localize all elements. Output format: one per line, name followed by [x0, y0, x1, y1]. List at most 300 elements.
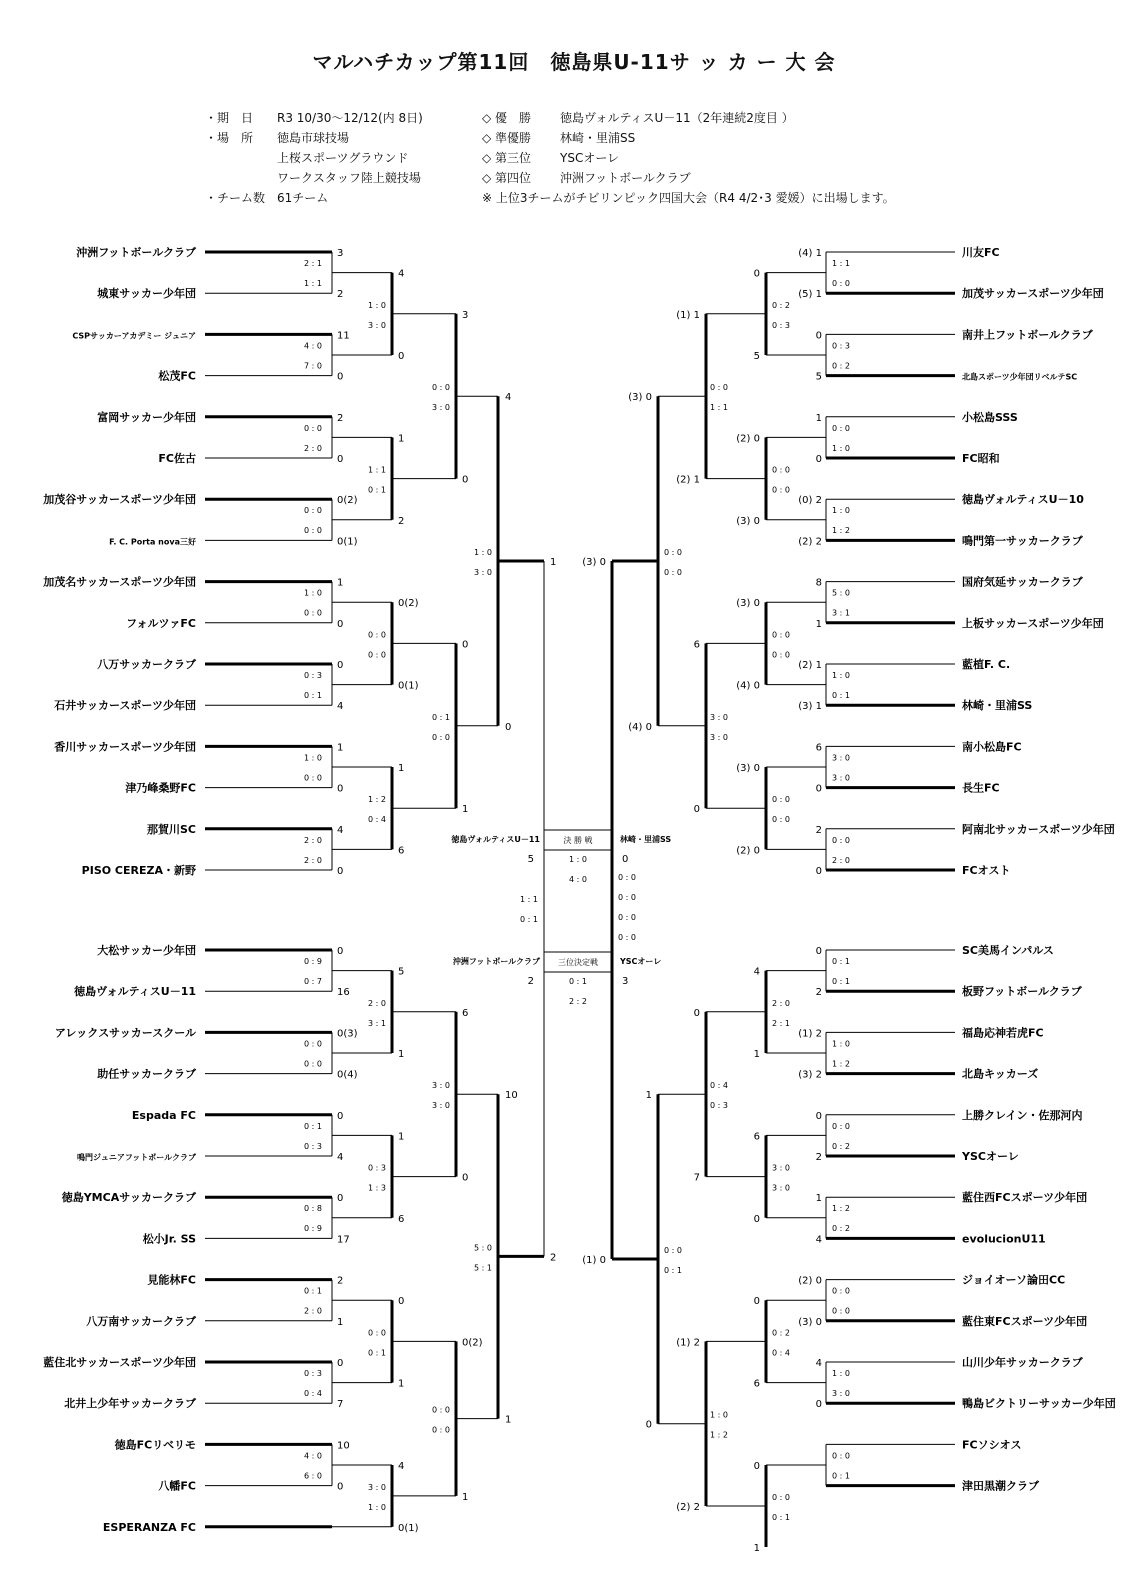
- left-team-name: 加茂名サッカースポーツ少年団: [43, 575, 196, 589]
- left-r3-half: 3 : 0: [432, 1081, 450, 1091]
- third-right-score: 3: [622, 976, 629, 987]
- left-r2-score: 0(1): [398, 680, 419, 692]
- right-r3-score: 7: [693, 1172, 700, 1184]
- left-team-name: 松小Jr. SS: [142, 1232, 196, 1246]
- left-team-name: 徳島ヴォルティスU－11: [74, 985, 196, 999]
- right-r1-score: 0: [815, 330, 822, 342]
- right-r2-score: 6: [753, 1378, 760, 1390]
- left-r2-score: 4: [398, 1461, 405, 1472]
- right-r2-half: 0 : 0: [772, 465, 790, 475]
- right-r1-half: 1 : 2: [832, 1059, 850, 1069]
- left-r3-half: 0 : 1: [432, 712, 450, 722]
- left-r2-half: 1 : 2: [368, 795, 386, 805]
- left-r2-score: 0: [398, 351, 405, 362]
- left-r1-half: 2 : 0: [304, 443, 322, 453]
- period-label: ・期 日: [205, 111, 254, 125]
- right-team-name: evolucionU11: [962, 1232, 1046, 1246]
- right-r2-score: (3) 0: [736, 598, 760, 610]
- left-r1-score: 0: [337, 783, 344, 795]
- left-r1-score: 4: [337, 824, 344, 836]
- right-r2-score: (4) 0: [736, 680, 760, 692]
- right-r2-score: (2) 0: [736, 433, 760, 445]
- right-sf-half: 0 : 0: [618, 873, 636, 882]
- right-r2-half: 2 : 0: [772, 998, 790, 1008]
- left-team-name: CSPサッカーアカデミー ジュニア: [72, 331, 196, 341]
- right-team-name: FCソシオス: [962, 1438, 1022, 1452]
- left-team-name: 城東サッカー少年団: [97, 287, 196, 301]
- right-team-name: 上勝クレイン・佐那河内: [962, 1108, 1083, 1122]
- final-left-score: 5: [527, 854, 534, 865]
- right-r3-half: 0 : 4: [710, 1081, 728, 1091]
- right-r1-half: 0 : 0: [832, 1306, 850, 1316]
- right-r3-half: 3 : 0: [710, 712, 728, 722]
- left-r3-score: 0(2): [462, 1337, 483, 1349]
- left-team-name: 八万南サッカークラブ: [86, 1314, 196, 1328]
- left-r3-score: 1: [462, 804, 469, 816]
- left-r2-half: 0 : 1: [368, 485, 386, 495]
- left-r1-half: 0 : 0: [304, 526, 322, 536]
- right-r2-half: 0 : 0: [772, 795, 790, 805]
- right-r2-half: 0 : 0: [772, 1493, 790, 1502]
- right-r4-score: (4) 0: [628, 721, 652, 733]
- right-team-name: 鴨島ビクトリーサッカー少年団: [962, 1397, 1116, 1411]
- right-r1-half: 0 : 0: [832, 1121, 850, 1131]
- right-r1-score: (5) 1: [798, 289, 822, 301]
- right-r3-half: 1 : 2: [710, 1430, 728, 1440]
- right-r1-half: 1 : 0: [832, 506, 850, 516]
- right-r2-half: 0 : 0: [772, 485, 790, 495]
- left-r1-score: 0: [337, 946, 344, 957]
- right-r1-half: 0 : 0: [832, 279, 850, 288]
- left-r2-half: 0 : 1: [368, 1348, 386, 1358]
- left-team-name: 大松サッカー少年団: [97, 944, 196, 957]
- left-r1-half: 1 : 0: [304, 753, 322, 763]
- right-r1-score: (2) 2: [798, 536, 822, 548]
- left-r3-score: 3: [462, 309, 469, 321]
- left-r1-score: 3: [337, 248, 344, 259]
- left-team-name: 徳島YMCAサッカークラブ: [61, 1191, 196, 1205]
- left-r2-score: 0: [398, 1296, 405, 1308]
- right-r1-half: 5 : 0: [832, 588, 850, 598]
- right-r1-score: 0: [815, 783, 822, 795]
- left-team-name: 藍住北サッカースポーツ少年団: [43, 1356, 196, 1369]
- left-team-name: F. C. Porta nova三好: [109, 537, 196, 547]
- right-r1-score: 2: [815, 987, 822, 999]
- right-r1-half: 1 : 0: [832, 443, 850, 453]
- left-r1-half: 0 : 0: [304, 1059, 322, 1069]
- right-team-name: 藍住東FCスポーツ少年団: [962, 1314, 1088, 1328]
- right-r1-score: (2) 0: [798, 1275, 822, 1287]
- right-r2-score: 5: [753, 351, 760, 362]
- left-r1-half: 4 : 0: [304, 1451, 322, 1461]
- left-r1-score: 0: [337, 618, 344, 630]
- right-r1-score: 0: [815, 946, 822, 957]
- right-team-name: 国府気延サッカークラブ: [962, 575, 1083, 589]
- left-r1-score: 11: [337, 330, 350, 342]
- right-r2-score: 0: [753, 1213, 760, 1225]
- left-r1-half: 0 : 3: [304, 1141, 322, 1151]
- right-r1-half: 0 : 2: [832, 1224, 850, 1234]
- right-r1-half: 1 : 2: [832, 1204, 850, 1214]
- left-team-name: 見能林FC: [147, 1273, 196, 1287]
- left-r3-half: 3 : 0: [432, 1101, 450, 1111]
- right-team-name: 藍住西FCスポーツ少年団: [962, 1191, 1088, 1205]
- left-r1-score: 2: [337, 1275, 344, 1287]
- left-r1-half: 0 : 8: [304, 1204, 322, 1214]
- final-label: 決 勝 戦: [563, 836, 593, 845]
- left-team-name: 那賀川SC: [147, 822, 196, 836]
- final-right-team: 林崎・里浦SS: [620, 835, 672, 844]
- left-r4-score: 1: [505, 1414, 512, 1426]
- left-r1-score: 17: [337, 1234, 350, 1246]
- left-r1-half: 0 : 1: [304, 691, 322, 700]
- left-r4-score: 4: [505, 392, 512, 404]
- left-r1-half: 0 : 0: [304, 773, 322, 783]
- right-r1-score: 1: [815, 1193, 822, 1205]
- left-team-name: 富岡サッカー少年団: [97, 410, 196, 424]
- right-team-name: 北島キッカーズ: [962, 1067, 1039, 1081]
- left-sf-half: 0 : 1: [520, 915, 538, 924]
- left-r1-half: 2 : 1: [304, 259, 322, 268]
- left-r1-half: 0 : 3: [304, 1369, 322, 1378]
- left-team-name: 鳴門ジュニアフットボールクラブ: [77, 1153, 196, 1162]
- right-r1-score: (2) 1: [798, 660, 822, 671]
- third-left-score: 2: [527, 976, 534, 987]
- right-team-name: 徳島ヴォルティスU－10: [962, 493, 1084, 507]
- right-r1-half: 0 : 1: [832, 691, 850, 700]
- right-r4-score: 1: [645, 1090, 652, 1102]
- right-r4-score: (3) 0: [628, 392, 652, 404]
- result-value-2: 林崎・里浦SS: [560, 131, 636, 145]
- right-sf-half: 0 : 0: [618, 933, 636, 942]
- left-r1-half: 2 : 0: [304, 855, 322, 865]
- result-value-4: 沖洲フットボールクラブ: [560, 171, 691, 185]
- left-r1-score: 0: [337, 1193, 344, 1205]
- right-r4-score: 0: [645, 1419, 652, 1431]
- right-r3-half: 0 : 0: [710, 383, 728, 393]
- venue-2: 上桜スポーツグラウンド: [277, 151, 409, 165]
- right-r2-score: 0: [753, 1296, 760, 1308]
- left-r3-half: 3 : 0: [432, 403, 450, 413]
- left-r3-half: 0 : 0: [432, 383, 450, 393]
- right-r2-score: (3) 0: [736, 515, 760, 527]
- left-r1-half: 0 : 0: [304, 608, 322, 618]
- right-team-name: ジョイオーソ論田CC: [962, 1273, 1066, 1287]
- left-r1-half: 0 : 0: [304, 506, 322, 516]
- venue-1: 徳島市球技場: [277, 131, 350, 145]
- right-r2-half: 0 : 2: [772, 300, 790, 310]
- right-team-name: 藍植F. C.: [962, 658, 1011, 671]
- right-sf-half: 0 : 0: [618, 913, 636, 922]
- left-r3-score: 0: [462, 639, 469, 651]
- right-r1-score: (0) 2: [798, 495, 822, 507]
- right-r4-half: 0 : 0: [664, 1245, 682, 1255]
- left-r2-half: 0 : 0: [368, 1328, 386, 1338]
- left-r1-score: 7: [337, 1399, 344, 1411]
- result-value-3: YSCオーレ: [560, 151, 620, 165]
- right-r3-score: (2) 2: [676, 1502, 700, 1513]
- left-r1-score: 0(2): [337, 495, 358, 507]
- left-r1-half: 2 : 0: [304, 1306, 322, 1316]
- left-r4-score: 0: [505, 721, 512, 733]
- right-r1-half: 0 : 0: [832, 423, 850, 433]
- qualification-note: ※ 上位3チームがチビリンピック四国大会（R4 4/2･3 愛媛）に出場します。: [482, 191, 895, 205]
- result-value-1: 徳島ヴォルティスU－11（2年連続2度目 ）: [560, 111, 794, 125]
- right-r4-half: 0 : 1: [664, 1265, 682, 1275]
- left-r2-score: 1: [398, 1049, 405, 1060]
- left-sf-score: 1: [550, 557, 557, 568]
- left-r2-half: 1 : 0: [368, 1502, 386, 1512]
- right-r1-score: 1: [815, 412, 822, 424]
- right-r1-half: 0 : 0: [832, 1286, 850, 1296]
- left-r3-score: 6: [462, 1007, 469, 1019]
- right-r1-half: 1 : 1: [832, 259, 850, 268]
- result-label-3: ◇ 第三位: [482, 151, 532, 165]
- right-r1-score: (3) 0: [798, 1316, 822, 1328]
- right-r2-score: 1: [753, 1543, 760, 1554]
- right-r1-half: 3 : 0: [832, 773, 850, 783]
- right-team-name: 長生FC: [962, 781, 1000, 795]
- left-r3-score: 0: [462, 474, 469, 486]
- left-r1-half: 0 : 9: [304, 1224, 322, 1234]
- left-team-name: フォルツァFC: [126, 616, 196, 630]
- right-r1-score: (3) 1: [798, 701, 822, 713]
- right-team-name: 板野フットボールクラブ: [962, 985, 1082, 999]
- left-r2-score: 6: [398, 845, 405, 857]
- left-r1-half: 6 : 0: [304, 1471, 322, 1481]
- left-team-name: 八万サッカークラブ: [97, 658, 196, 671]
- left-r3-half: 0 : 0: [432, 732, 450, 742]
- left-team-name: 北井上少年サッカークラブ: [64, 1397, 196, 1411]
- third-half: 0 : 1: [569, 977, 587, 986]
- left-r1-half: 0 : 1: [304, 1121, 322, 1131]
- right-r1-half: 0 : 1: [832, 957, 850, 966]
- left-r2-half: 0 : 4: [368, 815, 386, 825]
- right-r1-half: 0 : 0: [832, 1451, 850, 1461]
- right-r1-half: 0 : 1: [832, 1471, 850, 1481]
- left-team-name: 八幡FC: [158, 1479, 196, 1493]
- right-r1-half: 0 : 3: [832, 341, 850, 351]
- right-r1-score: 0: [815, 1110, 822, 1122]
- left-r3-half: 0 : 0: [432, 1425, 450, 1435]
- page-title: マルハチカップ第11回 徳島県U-11サ ッ カ ー 大 会: [312, 50, 836, 74]
- left-r2-score: 1: [398, 1131, 405, 1143]
- teams-label: ・チーム数: [205, 191, 266, 205]
- final-right-score: 0: [622, 854, 629, 865]
- right-team-name: YSCオーレ: [962, 1150, 1019, 1163]
- third-label: 三位決定戦: [558, 958, 598, 967]
- right-r3-score: 0: [693, 1007, 700, 1019]
- left-r1-score: 0: [337, 660, 344, 671]
- right-team-name: 川友FC: [962, 246, 1000, 259]
- right-r1-score: 1: [815, 618, 822, 630]
- right-r2-half: 0 : 0: [772, 815, 790, 825]
- left-team-name: FC佐古: [158, 452, 196, 465]
- left-team-name: Espada FC: [131, 1108, 196, 1122]
- right-r4-half: 0 : 0: [664, 548, 682, 557]
- right-r3-score: 6: [693, 639, 700, 651]
- left-r2-half: 0 : 3: [368, 1163, 386, 1173]
- left-r2-half: 2 : 0: [368, 998, 386, 1008]
- right-r1-score: 4: [815, 1234, 822, 1246]
- right-team-name: 加茂サッカースポーツ少年団: [962, 287, 1104, 301]
- right-r1-score: 4: [815, 1358, 822, 1369]
- left-r1-score: 1: [337, 577, 344, 589]
- right-r1-half: 0 : 2: [832, 361, 850, 371]
- left-r1-score: 0: [337, 1358, 344, 1369]
- right-r1-score: 8: [815, 577, 822, 589]
- left-r1-score: 0(1): [337, 536, 358, 548]
- right-team-name: FC昭和: [962, 452, 1000, 465]
- right-r2-half: 3 : 0: [772, 1163, 790, 1173]
- venue-3: ワークスタッフ陸上競技場: [277, 171, 421, 185]
- left-r1-score: 0(4): [337, 1069, 358, 1081]
- right-r1-score: 0: [815, 1399, 822, 1411]
- right-r4-half: 0 : 0: [664, 568, 682, 577]
- right-r1-half: 3 : 0: [832, 1389, 850, 1398]
- right-r2-score: 6: [753, 1131, 760, 1143]
- right-team-name: 小松島SSS: [962, 410, 1018, 424]
- left-r2-score: 2: [398, 515, 405, 527]
- right-r2-half: 0 : 0: [772, 650, 790, 660]
- left-team-name: 加茂谷サッカースポーツ少年団: [43, 493, 196, 507]
- right-r1-score: 0: [815, 454, 822, 465]
- left-team-name: 香川サッカースポーツ少年団: [54, 740, 196, 754]
- right-team-name: 鳴門第一サッカークラブ: [962, 534, 1083, 548]
- left-r1-half: 0 : 7: [304, 977, 322, 986]
- right-team-name: 南小松島FC: [962, 740, 1022, 754]
- left-r2-half: 1 : 1: [368, 465, 386, 475]
- left-team-name: 石井サッカースポーツ少年団: [54, 699, 196, 713]
- right-team-name: 津田黒潮クラブ: [962, 1479, 1039, 1493]
- right-r3-score: (1) 2: [676, 1337, 700, 1349]
- teams-value: 61チーム: [277, 191, 329, 205]
- left-r1-score: 4: [337, 1152, 344, 1163]
- result-label-2: ◇ 準優勝: [482, 131, 532, 145]
- left-r2-half: 3 : 0: [368, 1482, 386, 1492]
- left-r1-score: 4: [337, 701, 344, 713]
- right-r3-score: (2) 1: [676, 474, 700, 486]
- right-team-name: 福島応神若虎FC: [962, 1026, 1044, 1040]
- left-r2-half: 3 : 1: [368, 1018, 386, 1028]
- right-r2-score: 0: [753, 268, 760, 280]
- left-r2-score: 4: [398, 268, 405, 280]
- right-sf-score: (3) 0: [582, 557, 606, 568]
- left-r2-half: 0 : 0: [368, 630, 386, 640]
- result-label-4: ◇ 第四位: [482, 171, 532, 185]
- right-r1-half: 1 : 0: [832, 1369, 850, 1378]
- right-r1-half: 0 : 0: [832, 835, 850, 845]
- right-r1-score: 0: [815, 866, 822, 877]
- left-r1-half: 0 : 0: [304, 1039, 322, 1049]
- left-r1-score: 0: [337, 1481, 344, 1493]
- final-half: 4 : 0: [569, 875, 587, 884]
- right-team-name: SC美馬インパルス: [962, 944, 1054, 957]
- left-r1-score: 0: [337, 454, 344, 465]
- left-r2-score: 1: [398, 1378, 405, 1390]
- left-team-name: PISO CEREZA・新野: [81, 864, 196, 877]
- right-r1-half: 2 : 0: [832, 855, 850, 865]
- left-r1-half: 0 : 0: [304, 423, 322, 433]
- left-r1-score: 1: [337, 742, 344, 754]
- right-r1-half: 1 : 0: [832, 1039, 850, 1049]
- left-r1-half: 0 : 3: [304, 671, 322, 680]
- right-r3-half: 3 : 0: [710, 732, 728, 742]
- right-r3-half: 1 : 1: [710, 403, 728, 413]
- right-r1-score: 2: [815, 824, 822, 836]
- right-r1-half: 1 : 2: [832, 526, 850, 536]
- left-r1-score: 0: [337, 1110, 344, 1122]
- right-r1-score: 6: [815, 742, 822, 754]
- right-r1-half: 3 : 1: [832, 608, 850, 618]
- right-r3-half: 0 : 3: [710, 1101, 728, 1111]
- left-r3-half: 0 : 0: [432, 1405, 450, 1415]
- third-half: 2 : 2: [569, 997, 587, 1006]
- left-r4-half: 1 : 0: [474, 548, 492, 557]
- right-team-name: FCオスト: [962, 864, 1011, 877]
- left-r1-half: 1 : 1: [304, 279, 322, 288]
- right-sf-score: (1) 0: [582, 1254, 606, 1266]
- left-team-name: アレックスサッカースクール: [54, 1026, 196, 1040]
- left-r2-score: 0(2): [398, 598, 419, 610]
- left-r2-score: 1: [398, 433, 405, 445]
- left-team-name: 松茂FC: [158, 369, 196, 383]
- left-r1-half: 1 : 0: [304, 588, 322, 598]
- right-team-name: 林崎・里浦SS: [962, 699, 1033, 713]
- left-team-name: 沖洲フットボールクラブ: [76, 246, 196, 259]
- left-r1-score: 0: [337, 371, 344, 383]
- right-r2-half: 3 : 0: [772, 1183, 790, 1193]
- left-r2-half: 3 : 0: [368, 320, 386, 330]
- right-r2-score: 4: [753, 966, 760, 978]
- right-r2-half: 0 : 3: [772, 320, 790, 330]
- right-r1-score: (4) 1: [798, 248, 822, 259]
- left-r1-half: 7 : 0: [304, 361, 322, 371]
- final-left-team: 徳島ヴォルティスU－11: [451, 835, 540, 844]
- left-r3-score: 1: [462, 1491, 469, 1503]
- final-half: 1 : 0: [569, 855, 587, 864]
- right-r3-score: (1) 1: [676, 309, 700, 321]
- left-r2-score: 6: [398, 1213, 405, 1225]
- left-r4-score: 10: [505, 1090, 518, 1102]
- right-r2-half: 2 : 1: [772, 1018, 790, 1028]
- result-label-1: ◇ 優 勝: [482, 111, 532, 125]
- left-r1-half: 2 : 0: [304, 835, 322, 845]
- venue-label: ・場 所: [205, 131, 254, 145]
- left-r1-score: 16: [337, 987, 350, 999]
- right-r1-half: 0 : 2: [832, 1141, 850, 1151]
- right-r1-score: (3) 2: [798, 1069, 822, 1081]
- right-r3-score: 0: [693, 804, 700, 816]
- left-r2-score: 0(1): [398, 1522, 419, 1534]
- left-r1-score: 1: [337, 1316, 344, 1328]
- left-r2-half: 0 : 0: [368, 650, 386, 660]
- left-sf-half: 1 : 1: [520, 895, 538, 904]
- left-r2-score: 5: [398, 966, 405, 978]
- left-r3-score: 0: [462, 1172, 469, 1184]
- right-r1-half: 3 : 0: [832, 753, 850, 763]
- right-r1-score: 5: [815, 371, 822, 383]
- left-team-name: 徳島FCリベリモ: [114, 1438, 196, 1452]
- left-r4-half: 3 : 0: [474, 568, 492, 577]
- right-r1-half: 1 : 0: [832, 671, 850, 680]
- left-r1-score: 0(3): [337, 1028, 358, 1040]
- right-r1-score: (1) 2: [798, 1028, 822, 1040]
- left-r1-half: 4 : 0: [304, 341, 322, 351]
- right-r3-half: 1 : 0: [710, 1410, 728, 1420]
- left-r4-half: 5 : 0: [474, 1243, 492, 1253]
- third-right-team: YSCオーレ: [620, 957, 662, 966]
